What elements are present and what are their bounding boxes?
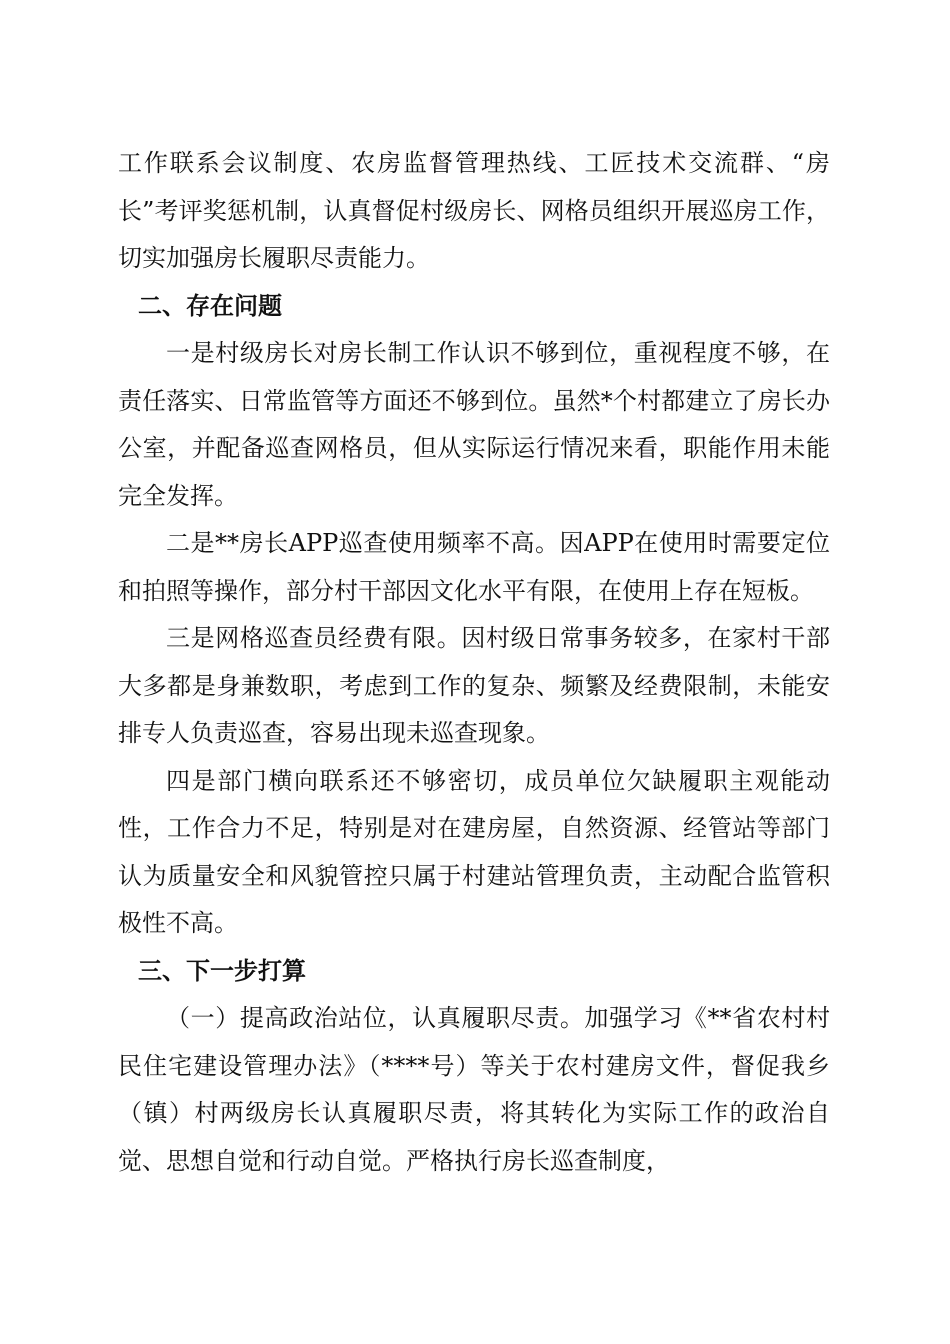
problem-paragraph-2: 二是**房长APP巡查使用频率不高。因APP在使用时需要定位和拍照等操作，部分村干部因文化水平有限，在使用上存在短板。 — [118, 529, 830, 605]
problem-paragraph-4: 四是部门横向联系还不够密切，成员单位欠缺履职主观能动性，工作合力不足，特别是对在建房屋，自然资源、经管站等部门认为质量安全和风貌管控只属于村建站管理负责，主动配合监管积极性不高。 — [118, 766, 830, 937]
problem-paragraph-3: 三是网格巡查员经费有限。因村级日常事务较多，在家村干部大多都是身兼数职，考虑到工作的复杂、频繁及经费限制，未能安排专人负责巡查，容易出现未巡查现象。 — [118, 624, 830, 747]
section-heading-plans: 三、下一步打算 — [138, 956, 306, 985]
problem-paragraph-1: 一是村级房长对房长制工作认识不够到位，重视程度不够，在责任落实、日常监管等方面还不够到位。虽然*个村都建立了房长办公室，并配备巡查网格员，但从实际运行情况来看，职能作用未能完全发挥。 — [118, 339, 830, 510]
document-page — [118, 140, 830, 1185]
continuation-paragraph: 工作联系会议制度、农房监督管理热线、工匠技术交流群、“房长”考评奖惩机制，认真督促村级房长、网格员组织开展巡房工作，切实加强房长履职尽责能力。 — [118, 149, 830, 272]
section-heading-problems: 二、存在问题 — [138, 291, 282, 320]
plan-paragraph-1: （一）提高政治站位，认真履职尽责。加强学习《**省农村村民住宅建设管理办法》（****号）等关于农村建房文件，督促我乡（镇）村两级房长认真履职尽责，将其转化为实际工作的政治自觉、思想自觉和行动自觉。严格执行房长巡查制度， — [118, 1004, 830, 1175]
